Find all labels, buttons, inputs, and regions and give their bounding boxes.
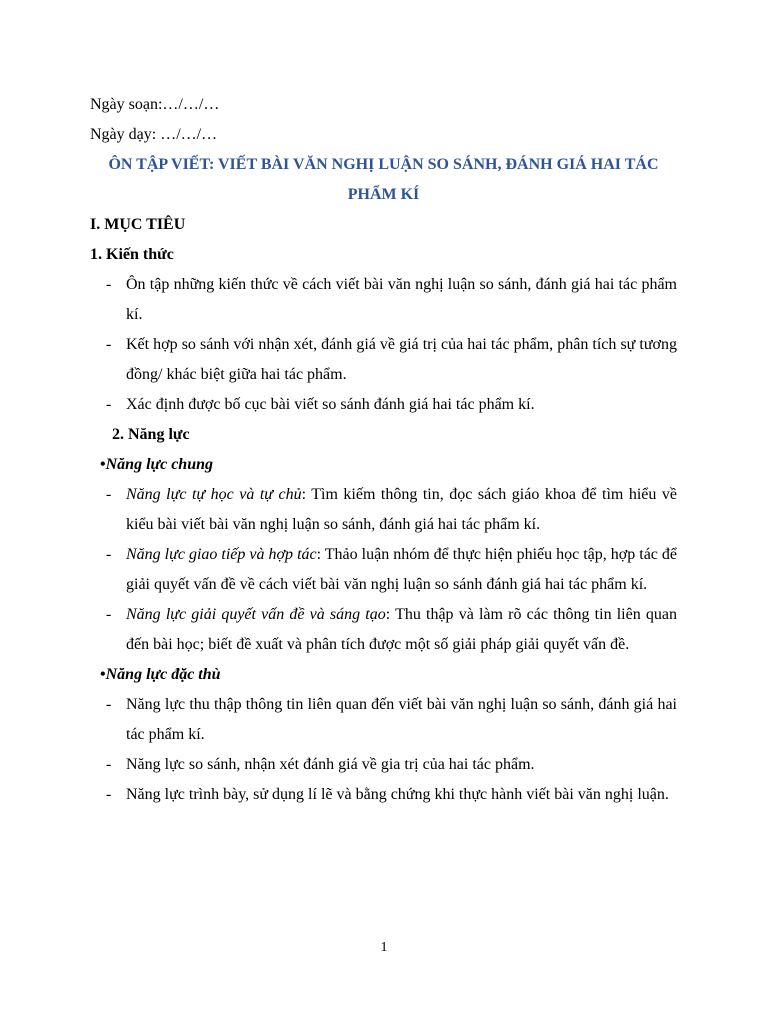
title-line-1: ÔN TẬP VIẾT: VIẾT BÀI VĂN NGHỊ LUẬN SO SÁNH, ĐÁNH GIÁ HAI TÁC <box>108 156 659 173</box>
bullet-icon: • <box>100 456 106 473</box>
list-item <box>90 270 677 330</box>
list-item <box>90 600 677 660</box>
title-line-2: PHẨM KÍ <box>347 186 420 203</box>
document-title <box>90 150 677 210</box>
general-competence-heading <box>90 450 677 480</box>
date-taught: Ngày dạy: …/…/… <box>90 126 218 143</box>
date-prepared: Ngày soạn:…/…/… <box>90 96 220 113</box>
dash-marker: - <box>106 276 112 293</box>
list-item-text: Xác định được bố cục bài viết so sánh đánh giá hai tác phẩm kí. <box>126 396 535 413</box>
list-item-body: : Thu thập và làm rõ các thông tin liên quan đến bài học; biết đề xuất và phân tích được một số giải pháp giải quyết vấn đề. <box>126 606 677 653</box>
subsection-heading-competence: 2. Năng lực <box>112 426 190 443</box>
dash-marker: - <box>106 336 112 353</box>
list-item-lead: Năng lực giải quyết vấn đề và sáng tạo <box>126 606 386 623</box>
list-item-text <box>126 480 677 540</box>
list-item-text <box>126 540 677 600</box>
dash-marker: - <box>106 696 112 713</box>
list-item-body: : Thảo luận nhóm để thực hiện phiếu học tập, hợp tác để giải quyết vấn đề về cách viết bài văn nghị luận so sánh đánh giá hai tác phẩm kí. <box>126 546 678 593</box>
list-item <box>90 540 677 600</box>
list-item-text: Năng lực thu thập thông tin liên quan đến viết bài văn nghị luận so sánh, đánh giá hai tác phẩm kí. <box>126 696 677 743</box>
list-item <box>90 690 677 750</box>
list-item <box>90 480 677 540</box>
list-item-lead: Năng lực giao tiếp và hợp tác <box>126 546 317 563</box>
list-item-text: Ôn tập những kiến thức về cách viết bài văn nghị luận so sánh, đánh giá hai tác phẩm kí. <box>126 276 677 323</box>
list-item <box>90 750 677 780</box>
general-competence-label: Năng lực chung <box>105 456 213 473</box>
list-item <box>90 330 677 390</box>
dash-marker: - <box>106 486 112 503</box>
list-item-text: Kết hợp so sánh với nhận xét, đánh giá về giá trị của hai tác phẩm, phân tích sự tương đồng/ khác biệt giữa hai tác phẩm. <box>126 336 677 383</box>
list-item-body: : Tìm kiếm thông tin, đọc sách giáo khoa để tìm hiểu về kiểu bài viết bài văn nghị luận so sánh, đánh giá hai tác phẩm kí. <box>126 486 677 533</box>
specific-competence-heading <box>90 660 677 690</box>
dash-marker: - <box>106 396 112 413</box>
list-item-text: Năng lực so sánh, nhận xét đánh giá về gia trị của hai tác phẩm. <box>126 756 535 773</box>
list-item-text <box>126 600 677 660</box>
list-item <box>90 780 677 810</box>
dash-marker: - <box>106 546 112 563</box>
document-page <box>90 90 677 810</box>
section-heading-objectives: I. MỤC TIÊU <box>90 216 186 233</box>
dash-marker: - <box>106 756 112 773</box>
subsection-heading-knowledge: 1. Kiến thức <box>90 246 174 263</box>
dash-marker: - <box>106 786 112 803</box>
list-item <box>90 390 677 420</box>
page-number: 1 <box>380 940 388 955</box>
list-item-text: Năng lực trình bày, sử dụng lí lẽ và bằng chứng khi thực hành viết bài văn nghị luận. <box>126 786 669 803</box>
dash-marker: - <box>106 606 112 623</box>
list-item-lead: Năng lực tự học và tự chủ <box>126 486 302 503</box>
bullet-icon: • <box>100 666 106 683</box>
specific-competence-label: Năng lực đặc thù <box>105 666 221 683</box>
